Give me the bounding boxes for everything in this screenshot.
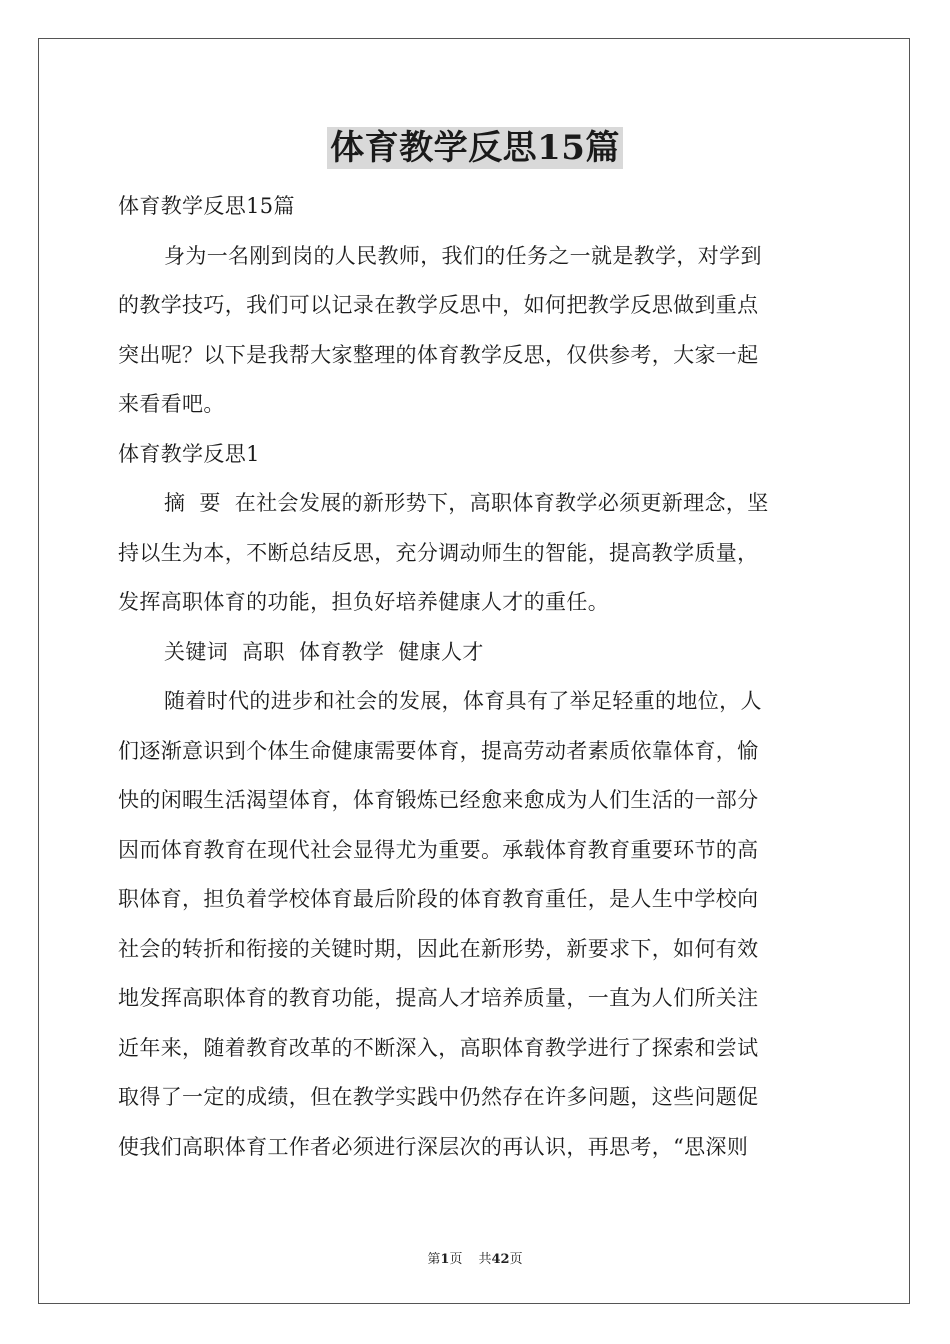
paragraph-line: 地发挥高职体育的教育功能，提高人才培养质量，一直为人们所关注: [118, 986, 759, 1010]
paragraph-line: 发挥高职体育的功能，担负好培养健康人才的重任。: [118, 590, 610, 614]
paragraph-line: 来看看吧。: [118, 392, 225, 416]
title-container: [0, 127, 950, 169]
page-footer: [0, 1248, 950, 1267]
section-heading: 体育教学反思1: [118, 441, 260, 466]
paragraph-line: 因而体育教育在现代社会显得尤为重要。承载体育教育重要环节的高: [118, 837, 759, 862]
paragraph-line: 社会的转折和衔接的关键时期，因此在新形势，新要求下，如何有效: [118, 936, 759, 961]
paragraph-line: 职体育，担负着学校体育最后阶段的体育教育重任，是人生中学校向: [118, 887, 759, 911]
paragraph-line: 持以生为本，不断总结反思，充分调动师生的智能，提高教学质量，: [118, 540, 759, 565]
section-heading: 体育教学反思15篇: [118, 194, 295, 218]
paragraph-line: 摘 要 在社会发展的新形势下，高职体育教学必须更新理念，坚: [164, 491, 769, 515]
page-suffix: 页: [449, 1252, 463, 1267]
document-body: [118, 182, 834, 1172]
paragraph-line: 取得了一定的成绩，但在教学实践中仍然存在许多问题，这些问题促: [118, 1085, 759, 1109]
page-prefix: 第: [427, 1252, 441, 1267]
document-title: 体育教学反思15篇: [327, 127, 623, 169]
paragraph-line: 随着时代的进步和社会的发展，体育具有了举足轻重的地位，人: [164, 689, 762, 713]
total-prefix: 共: [478, 1252, 492, 1267]
paragraph-line: 近年来，随着教育改革的不断深入，高职体育教学进行了探索和尝试: [118, 1035, 759, 1060]
paragraph-line: 快的闲暇生活渴望体育，体育锻炼已经愈来愈成为人们生活的一部分: [118, 788, 759, 812]
page-total: 42: [491, 1252, 510, 1267]
paragraph-line: 们逐渐意识到个体生命健康需要体育，提高劳动者素质依靠体育，愉: [118, 738, 759, 763]
paragraph-line: 身为一名刚到岗的人民教师，我们的任务之一就是教学，对学到: [164, 243, 762, 268]
total-suffix: 页: [509, 1252, 523, 1267]
keywords-line: 关键词 高职 体育教学 健康人才: [164, 639, 484, 664]
page-number: 1: [440, 1252, 450, 1267]
paragraph-line: 的教学技巧，我们可以记录在教学反思中，如何把教学反思做到重点: [118, 293, 759, 317]
paragraph-line: 使我们高职体育工作者必须进行深层次的再认识，再思考，“思深则: [118, 1134, 749, 1159]
paragraph-line: 突出呢？以下是我帮大家整理的体育教学反思，仅供参考，大家一起: [118, 342, 759, 367]
